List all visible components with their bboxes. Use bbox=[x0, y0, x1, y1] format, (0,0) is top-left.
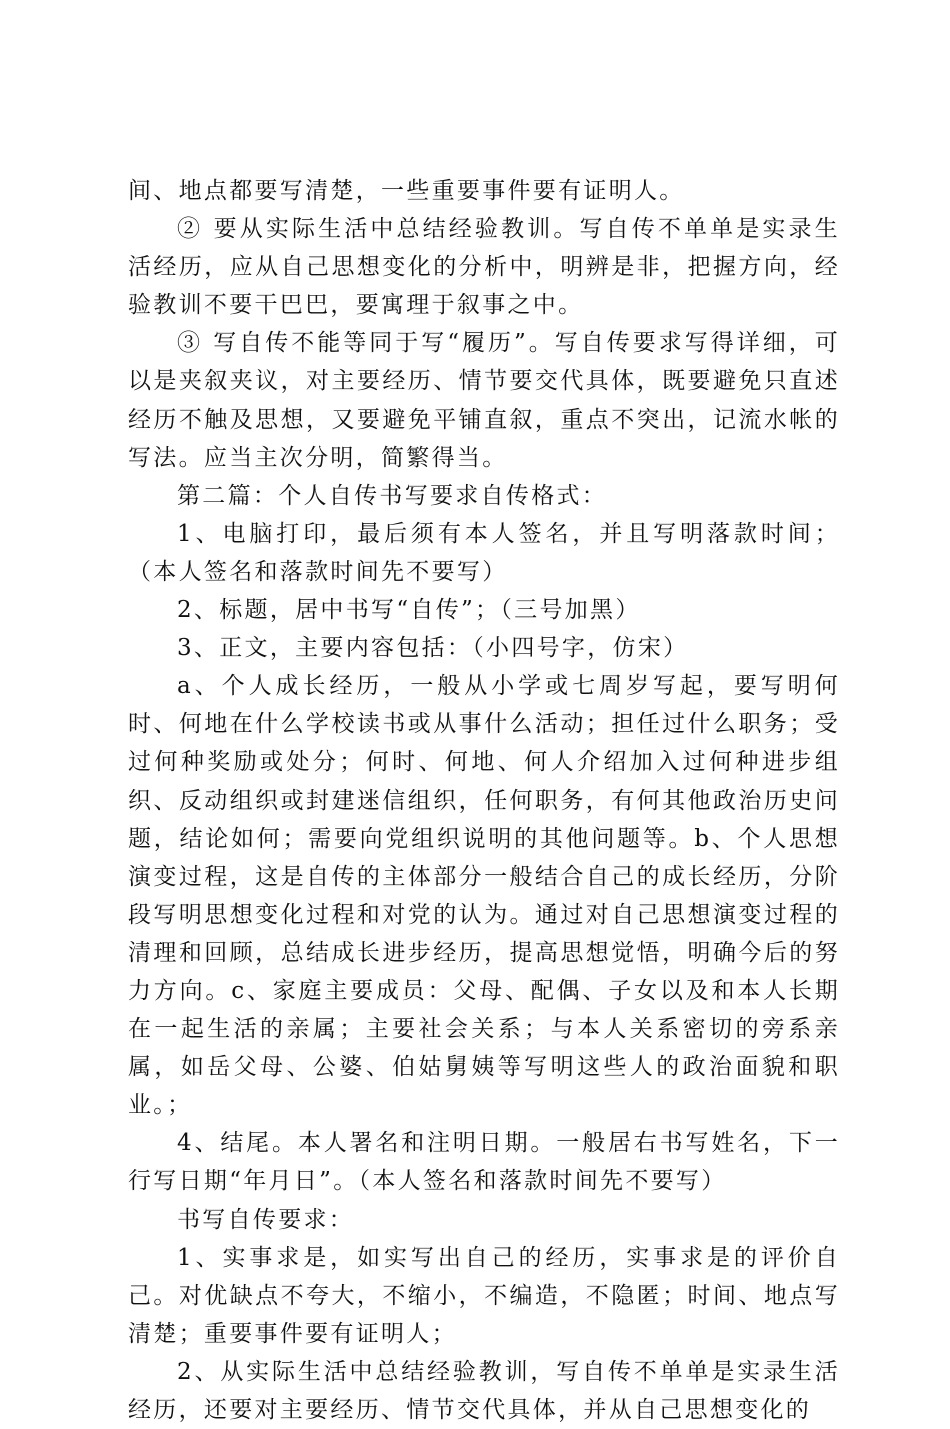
paragraph-continuation: 间、地点都要写清楚，一些重要事件要有证明人。 bbox=[128, 178, 685, 204]
paragraph-requirement-2: 2、从实际生活中总结经验教训，写自传不单单是实录生活经历，还要对主要经历、情节交代具体，并从自己思想变化的 bbox=[128, 1358, 840, 1423]
subheading-requirements: 书写自传要求： bbox=[177, 1206, 355, 1233]
paragraph-point-3: ③ 写自传不能等同于写“履历”。写自传要求写得详细，可以是夹叙夹议，对主要经历、情节要交代具体，既要避免只直述经历不触及思想，又要避免平铺直叙，重点不突出，记流水帐的写法。应当主次分明，简繁得当。 bbox=[128, 330, 840, 471]
section-heading: 第二篇：个人自传书写要求自传格式： bbox=[177, 482, 608, 509]
paragraph-point-2: ② 要从实际生活中总结经验教训。写自传不单单是实录生活经历，应从自己思想变化的分析中，明辨是非，把握方向，经验教训不要干巴巴，要寓理于叙事之中。 bbox=[128, 216, 840, 319]
paragraph-requirement-1: 1、实事求是，如实写出自己的经历，实事求是的评价自己。对优缺点不夸大，不缩小，不编造，不隐匿；时间、地点写清楚；重要事件要有证明人； bbox=[128, 1244, 840, 1347]
paragraph-content-details: a、个人成长经历，一般从小学或七周岁写起，要写明何时、何地在什么学校读书或从事什么活动；担任过什么职务；受过何种奖励或处分；何时、何地、何人介绍加入过何种进步组织、反动组织或封建迷信组织，任何职务，有何其他政治历史问题，结论如何；需要向党组织说明的其他问题等。b、个人思想演变过程，这是自传的主体部分一般结合自己的成长经历，分阶段写明思想变化过程和对党的认为。通过对自己思想演变过程的清理和回顾，总结成长进步经历，提高思想觉悟，明确今后的努力方向。c、家庭主要成员：父母、配偶、子女以及和本人长期在一起生活的亲属；主要社会关系；与本人关系密切的旁系亲属，如岳父母、公婆、伯姑舅姨等写明这些人的政治面貌和职业。； bbox=[128, 673, 840, 1119]
document-body bbox=[128, 172, 840, 1429]
paragraph-item-1: 1、电脑打印，最后须有本人签名，并且写明落款时间；（本人签名和落款时间先不要写） bbox=[128, 520, 840, 585]
paragraph-item-3: 3、正文，主要内容包括：（小四号字，仿宋） bbox=[177, 635, 689, 662]
paragraph-item-2: 2、标题，居中书写“自传”；（三号加黑） bbox=[177, 597, 641, 624]
paragraph-item-4: 4、结尾。本人署名和注明日期。一般居右书写姓名，下一行写日期“年月日”。（本人签名和落款时间先不要写） bbox=[128, 1130, 840, 1195]
